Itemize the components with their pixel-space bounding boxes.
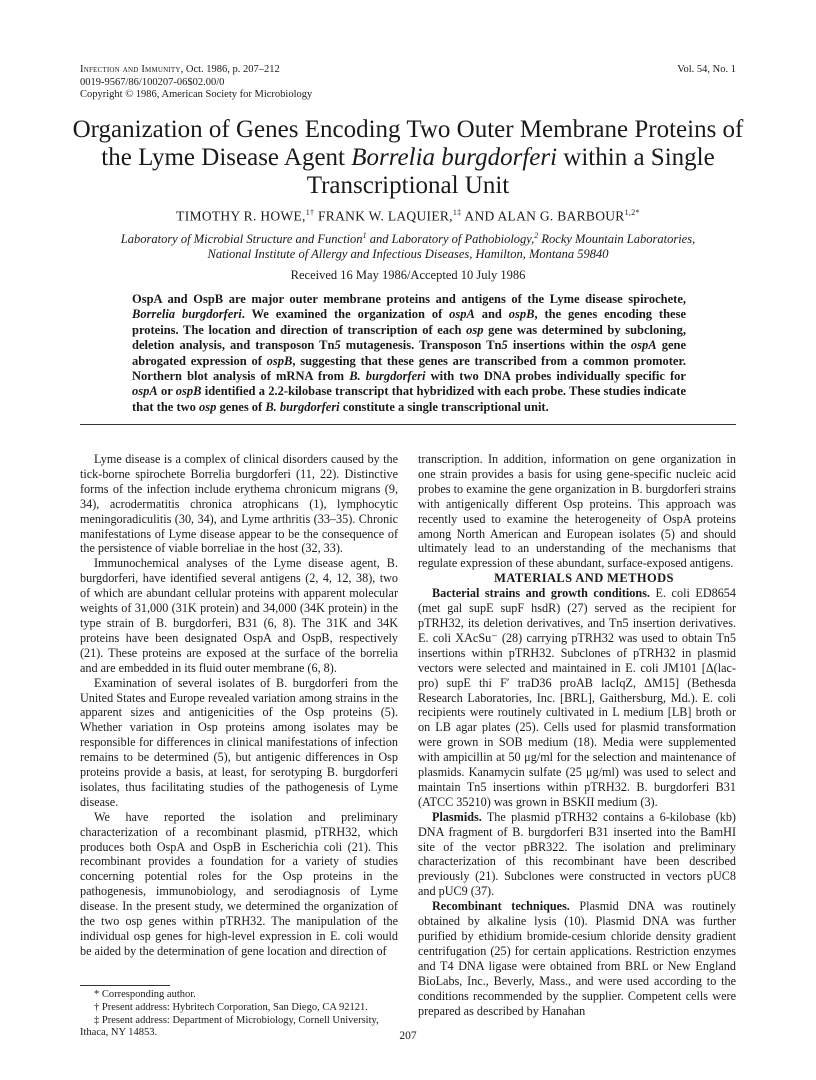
title-line-3: Transcriptional Unit [306,172,510,199]
abstract [132,292,686,415]
abstract-italic: Borrelia burgdorferi [132,307,242,322]
footnote-corresponding: * Corresponding author. [94,989,196,1000]
paragraph-text: E. coli ED8654 (met gal supE supF hsdR) (27) served as the recipient for pTRH32, its deletion derivatives, and Tn5 insertion derivatives. E. coli XAcSu⁻ (28) carrying pTRH32 was used to obtain Tn5 insertions within pTRH32. Subclones of pTRH32 in plasmid vectors were selected and maintained in E. coli JM101 [Δ(lac-pro) supE thi F′ traD36 proAB lacIqZ, ΔM15] (Bethesda Research Laboratories, Inc. [BRL], Gaithersburg, Md.). E. coli recipients were routinely cultivated in L medium [LB] broth or on LB agar plates (25). Cells used for plasmid transformation were grown in SOB medium (18). Media were supplemented with ampicillin at 50 μg/ml for the selection and maintenance of plasmids. Kanamycin sulfate (25 μg/ml) was used to select and maintain Tn5 insertions within pTRH32. B. burgdorferi B31 (ATCC 35210) was grown in BSKII medium (3). [418,586,736,809]
abstract-italic: 5 [334,338,341,353]
title-text: within a Single [557,144,715,171]
intro-paragraph-3: Examination of several isolates of B. burgdorferi from the United States and Europe revealed variation among strains in the apparent sizes and antigenicities of the Osp proteins (5). Whether variation in Osp proteins among isolates may be responsible for differences in clinical manifestations of infection remains to be determined (5), but antigenic differences in Osp proteins provide a basis, at least, for serotyping B. burgdorferi isolates, thus facilitating studies of the pathogenesis of Lyme disease. [80,675,398,809]
title-text: the Lyme Disease Agent [101,144,352,171]
abstract-italic: ospB [175,384,202,399]
abstract-text: , suggesting that these genes are transcribed from a common promoter. Northern blot analysis of mRNA from [132,353,686,384]
paragraph-text: The plasmid pTRH32 contains a 6-kilobase (kb) DNA fragment of B. burgdorferi B31 inserted into the BamHI site of the vector pBR322. The isolation and preliminary characterization of this recombinant have been described previously (21). Subclones were constructed in vectors pUC8 and pUC9 (37). [418,809,736,899]
title-species: Borrelia burgdorferi [351,144,558,171]
methods-paragraph-strains [418,586,736,810]
affiliation [80,228,736,262]
abstract-text: gene was determined by subcloning, deletion analysis, and transposon Tn [132,322,687,353]
abstract-text: or [157,384,176,399]
run-in-heading: Bacterial strains and growth conditions. [432,586,650,601]
affil-sup: 2 [534,231,539,240]
footnote-double-dagger: ‡ Present address: Department of Microbiology, Cornell University, Ithaca, NY 14853. [80,1014,379,1039]
paragraph-text: Plasmid DNA was routinely obtained by alkaline lysis (10). Plasmid DNA was further purified by ethidium bromide-cesium chloride density gradient centrifugation (25) for certain applications. Restriction enzymes and T4 DNA ligase were obtained from BRL or New England BioLabs, Inc., Beverly, Mass., and were used according to the conditions recommended by the supplier. Competent cells were prepared as described by Hanahan [418,899,736,1018]
affil-line-2: National Institute of Allergy and Infectious Diseases, Hamilton, Montana 59840 [207,247,609,262]
journal-issue: , Oct. 1986, p. 207–212 [180,64,280,75]
author-sup: 1,2* [624,208,640,217]
title-line-1: Organization of Genes Encoding Two Outer Membrane Proteins of [72,116,744,143]
left-column [80,452,398,959]
abstract-divider [80,424,736,425]
abstract-text: OspA and OspB are major outer membrane proteins and antigens of the Lyme disease spirochete, [132,292,686,306]
abstract-text: , the genes encoding these proteins. The location and direction of transcription of each [132,307,687,337]
footnote-divider [80,985,170,986]
intro-paragraph-4: We have reported the isolation and preliminary characterization of a recombinant plasmid, pTRH32, which produces both OspA and OspB in Escherichia coli (21). This recombinant provides a foundation for a variety of studies concerning potential roles for the Osp proteins in the pathogenesis, immunobiology, and serodiagnosis of Lyme disease. In the present study, we determined the organization of the two osp genes within pTRH32. The manipulation of the individual osp genes for high-level expression in E. coli would be aided by the determination of gene location and direction of [80,809,398,958]
journal-header [80,64,500,102]
abstract-italic: ospB [266,353,293,368]
abstract-text: and [474,307,509,322]
abstract-italic: ospA [630,338,657,353]
author-laquier: FRANK W. LAQUIER, [314,208,453,224]
author-howe: TIMOTHY R. HOWE, [176,208,306,224]
affil-sup: 1 [362,231,367,240]
footnote-dagger: † Present address: Hybritech Corporation, San Diego, CA 92121. [94,1001,368,1013]
page-number: 207 [399,1030,417,1042]
abstract-text: identified a 2.2-kilobase transcript that hybridized with each probe. These studies indicate that the two [132,384,686,414]
abstract-italic: osp [199,399,217,414]
received-dates: Received 16 May 1986/Accepted 10 July 1986 [290,268,526,282]
abstract-text: with two DNA probes individually specific for [425,369,686,384]
affil-text: Laboratory of Microbial Structure and Function [120,232,363,247]
intro-paragraph-1: Lyme disease is a complex of clinical disorders caused by the tick-borne spirochete Borrelia burgdorferi (11, 22). Distinctive forms of the infection include erythema chronicum migrans (9, 34), acrodermatitis chronica atrophicans (1), lymphocytic meningoradiculitis (30, 34), and Lyme arthritis (33–35). Chronic manifestations of Lyme disease appear to be the consequence of the persistence of viable borreliae in the host (32, 33). [80,452,398,556]
article-title [60,116,756,200]
section-heading-methods: MATERIALS AND METHODS [494,571,674,586]
methods-paragraph-recombinant [418,899,736,1018]
abstract-italic: 5 [501,338,508,353]
abstract-text: insertions within the [507,338,631,353]
run-in-heading: Recombinant techniques. [432,899,570,914]
author-list [60,208,756,225]
author-barbour: AND ALAN G. BARBOUR [461,208,625,224]
abstract-text: . We examined the organization of [241,307,450,322]
intro-continuation: transcription. In addition, information on gene organization in one strain provides a basis for using gene-specific nucleic acid probes to examine the gene organization in B. burgdorferi strains with antigenically different Osp proteins. This approach was recently used to examine the heterogeneity of OspA proteins among North American and European isolates (5) and should ultimately lead to an understanding of the mechanisms that regulate expression of these abundant, surface-exposed antigens. [418,452,736,571]
journal-name: Infection and Immunity [80,64,181,75]
abstract-italic: ospA [132,384,158,399]
intro-paragraph-2: Immunochemical analyses of the Lyme disease agent, B. burgdorferi, have identified several antigens (2, 4, 12, 38), two of which are abundant cellular proteins with apparent molecular weights of 31,000 (31K protein) and 34,000 (34K protein) in the type strain of B. burgdorferi, B31 (6, 8). The 31K and 34K proteins have been designated OspA and OspB, respectively (21). These proteins are exposed at the surface of the borrelia and are embedded in its fluid outer membrane (6, 8). [80,556,398,675]
copyright-line: Copyright © 1986, American Society for Microbiology [80,89,313,100]
abstract-italic: ospA [449,307,475,322]
volume-label: Vol. 54, No. 1 [677,64,736,75]
run-in-heading: Plasmids. [432,809,482,824]
abstract-italic: ospB [508,307,535,322]
abstract-text: constitute a single transcriptional unit. [339,399,549,414]
abstract-text: genes of [216,399,266,414]
author-sup: 1† [305,208,315,217]
title-line-2 [60,144,756,172]
journal-code: 0019-9567/86/100207-06$02.00/0 [80,76,225,88]
abstract-text: mutagenesis. Transposon Tn [340,338,502,353]
affil-text: Rocky Mountain Laboratories, [538,232,696,247]
abstract-text: gene abrogated expression of [132,338,686,368]
abstract-italic: B. burgdorferi [265,399,340,414]
methods-paragraph-plasmids [418,810,736,899]
right-column [418,452,736,1018]
affil-text: and Laboratory of Pathobiology, [366,232,535,247]
abstract-italic: osp [466,322,484,337]
author-sup: 1‡ [452,208,462,217]
abstract-italic: B. burgdorferi [349,369,426,384]
